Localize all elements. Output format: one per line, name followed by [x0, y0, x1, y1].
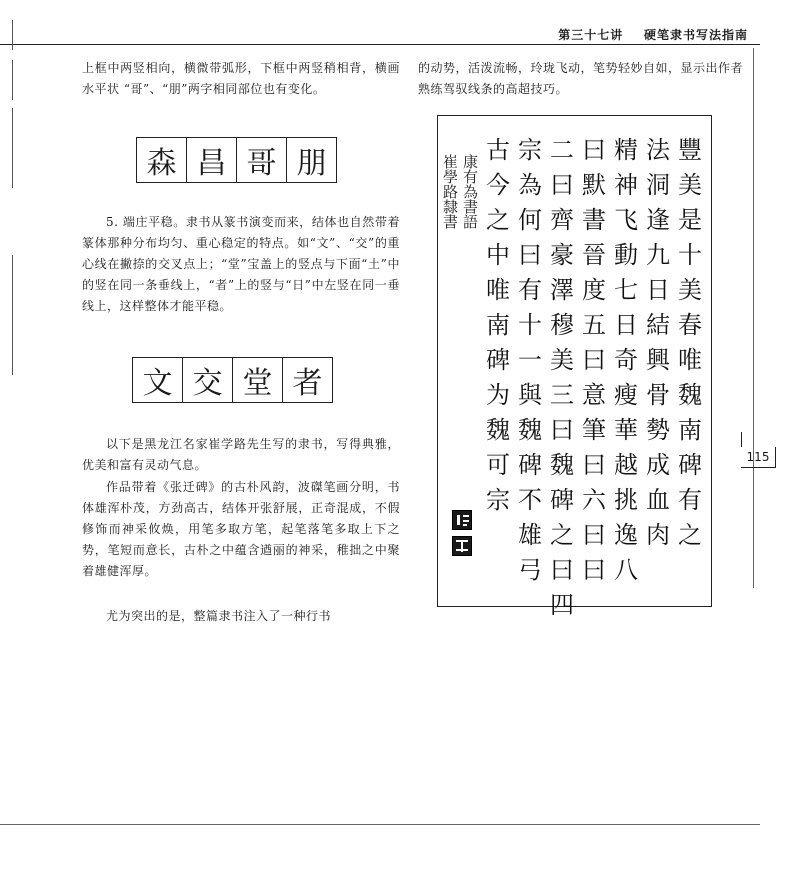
calligraphy-char [482, 550, 514, 585]
calligraphy-char: 可 [486, 451, 510, 479]
para-last-text: 尤为突出的是，整篇隶书注入了一种行书 [106, 609, 332, 623]
calligraphy-char: 碑 [486, 346, 510, 374]
header-rule [0, 44, 760, 45]
running-header [558, 26, 748, 43]
seal-stamp-2 [452, 536, 472, 556]
inscription-line-1: 康有為書語 [461, 154, 479, 229]
calligraphy-char: 十 [678, 241, 702, 269]
calligraphy-char: 宗 [518, 136, 542, 164]
box1-char-1: 森 [137, 138, 187, 182]
page-edge-left-bottom [12, 255, 13, 375]
calligraphy-char: 曰 [582, 556, 606, 584]
para-5 [82, 212, 400, 317]
calligraphy-char: 八 [614, 556, 638, 584]
calligraphy-char: 逸 [614, 521, 638, 549]
calligraphy-char: 七 [614, 276, 638, 304]
calligraphy-char: 法 [646, 136, 670, 164]
calligraphy-grid [482, 130, 706, 619]
calligraphy-char: 不 [518, 486, 542, 514]
page-edge-left-lower [12, 108, 13, 188]
calligraphy-char: 魏 [550, 451, 574, 479]
calligraphy-char [514, 585, 546, 620]
para-work [82, 477, 400, 582]
calligraphy-char: 度 [582, 276, 606, 304]
calligraphy-char: 豐 [678, 136, 702, 164]
page-number-tick [741, 432, 742, 447]
calligraphy-char: 魏 [678, 381, 702, 409]
calligraphy-char: 曰 [550, 171, 574, 199]
calligraphy-char: 骨 [646, 381, 670, 409]
calligraphy-artwork [437, 115, 712, 619]
calligraphy-char: 美 [678, 171, 702, 199]
calligraphy-char: 澤 [550, 276, 574, 304]
calligraphy-char: 書 [582, 206, 606, 234]
calligraphy-char: 挑 [614, 486, 638, 514]
seal-stamp-1 [452, 510, 472, 530]
calligraphy-char: 宗 [486, 486, 510, 514]
calligraphy-char: 十 [518, 311, 542, 339]
header-title: 硬笔隶书写法指南 [643, 28, 748, 42]
calligraphy-char: 一 [518, 346, 542, 374]
calligraphy-char: 肉 [646, 521, 670, 549]
page-number: 115 [741, 447, 776, 468]
page-edge-left-top [12, 20, 13, 50]
box1-char-4: 朋 [296, 146, 327, 181]
calligraphy-char [482, 585, 514, 620]
box2-char-1: 文 [133, 358, 183, 402]
box1-char-3: 哥 [237, 138, 287, 182]
para-top-text: 上框中两竖相向，横微带弧形，下框中两竖稍相背，横画水平状 “哥”、“朋”两字相同部位也有变化。 [82, 61, 400, 96]
calligraphy-char: 動 [614, 241, 638, 269]
calligraphy-char: 是 [678, 206, 702, 234]
calligraphy-char: 晉 [582, 241, 606, 269]
calligraphy-char: 日 [646, 276, 670, 304]
calligraphy-char: 碑 [518, 451, 542, 479]
footer-rule [0, 824, 760, 825]
char-box-2 [132, 357, 333, 403]
calligraphy-char: 成 [646, 451, 670, 479]
calligraphy-char: 有 [518, 276, 542, 304]
calligraphy-char: 默 [582, 171, 606, 199]
calligraphy-char: 唯 [486, 276, 510, 304]
calligraphy-char [610, 585, 642, 620]
header-chapter: 第三十七讲 [558, 28, 624, 42]
calligraphy-char [642, 585, 674, 620]
calligraphy-char: 美 [550, 346, 574, 374]
calligraphy-char: 四 [550, 591, 574, 619]
calligraphy-char: 五 [582, 311, 606, 339]
calligraphy-char: 碑 [550, 486, 574, 514]
calligraphy-inscription [441, 154, 480, 229]
calligraphy-char: 曰 [550, 416, 574, 444]
calligraphy-char: 齊 [550, 206, 574, 234]
calligraphy-char: 二 [550, 136, 574, 164]
para-top [82, 58, 400, 100]
page-edge-left-mid [12, 60, 13, 100]
calligraphy-char [674, 585, 706, 620]
box2-char-3: 堂 [233, 358, 283, 402]
box1-char-2: 昌 [187, 138, 237, 182]
box2-char-2: 交 [183, 358, 233, 402]
calligraphy-char [578, 585, 610, 620]
page-edge-right [753, 48, 754, 588]
calligraphy-char: 奇 [614, 346, 638, 374]
calligraphy-char: 血 [646, 486, 670, 514]
char-box-1 [136, 137, 337, 183]
calligraphy-char: 曰 [518, 241, 542, 269]
calligraphy-char: 華 [614, 416, 638, 444]
calligraphy-char: 精 [614, 136, 638, 164]
para-work-text: 作品带着《张迁碑》的古朴风韵，波磔笔画分明，书体雄浑朴茂，方劲高古，结体开张舒展，正奇混成，不假修饰而神采攸焕，用笔多取方笔，起笔落笔多取上下之势，笔短而意长，古朴之中蕴含遒丽的神采，稚拙之中聚着雄健浑厚。 [82, 480, 400, 578]
para-last [82, 606, 400, 627]
calligraphy-char: 為 [518, 171, 542, 199]
calligraphy-char: 弓 [518, 556, 542, 584]
calligraphy-char: 六 [582, 486, 606, 514]
calligraphy-char: 洞 [646, 171, 670, 199]
calligraphy-char: 碑 [678, 451, 702, 479]
calligraphy-char [674, 550, 706, 585]
calligraphy-char: 瘦 [614, 381, 638, 409]
calligraphy-char: 中 [486, 241, 510, 269]
calligraphy-char: 今 [486, 171, 510, 199]
calligraphy-char: 興 [646, 346, 670, 374]
calligraphy-char: 與 [518, 381, 542, 409]
calligraphy-char: 意 [582, 381, 606, 409]
calligraphy-char: 魏 [518, 416, 542, 444]
calligraphy-char: 筆 [582, 416, 606, 444]
inscription-line-2: 崔學路隸書 [441, 154, 459, 229]
calligraphy-char: 豪 [550, 241, 574, 269]
calligraphy-char: 美 [678, 276, 702, 304]
para-5-text: 5. 端庄平稳。隶书从篆书演变而来，结体也自然带着篆体那种分布均匀、重心稳定的特点。如“文”、“交”的重心线在撇捺的交叉点上；“堂”宝盖上的竖点与下面“土”中的竖在同一条垂线上，“者”上的竖与“日”中左竖在同一垂线上，这样整体才能平稳。 [82, 215, 400, 313]
calligraphy-char: 神 [614, 171, 638, 199]
calligraphy-char: 曰 [582, 451, 606, 479]
calligraphy-char: 勢 [646, 416, 670, 444]
calligraphy-char: 穆 [550, 311, 574, 339]
calligraphy-char: 曰 [550, 556, 574, 584]
calligraphy-char [642, 550, 674, 585]
calligraphy-char: 曰 [582, 521, 606, 549]
para-intro-text: 以下是黑龙江名家崔学路先生写的隶书，写得典雅，优美和富有灵动气息。 [82, 437, 400, 472]
calligraphy-char [482, 515, 514, 550]
calligraphy-char: 九 [646, 241, 670, 269]
para-intro [82, 434, 400, 476]
calligraphy-char: 越 [614, 451, 638, 479]
para-continued-text: 的动势，活泼流畅，玲珑飞动，笔势轻妙自如，显示出作者熟练驾驭线条的高超技巧。 [418, 61, 744, 96]
calligraphy-char: 何 [518, 206, 542, 234]
calligraphy-char: 曰 [582, 136, 606, 164]
calligraphy-char: 唯 [678, 346, 702, 374]
calligraphy-char: 古 [486, 136, 510, 164]
calligraphy-char: 飞 [614, 206, 638, 234]
calligraphy-char: 魏 [486, 416, 510, 444]
calligraphy-char: 有 [678, 486, 702, 514]
calligraphy-char: 曰 [582, 346, 606, 374]
calligraphy-char: 之 [486, 206, 510, 234]
box2-char-4: 者 [292, 366, 323, 401]
calligraphy-char: 結 [646, 311, 670, 339]
calligraphy-char: 南 [678, 416, 702, 444]
para-continued [418, 58, 753, 100]
calligraphy-char: 之 [550, 521, 574, 549]
calligraphy-char: 南 [486, 311, 510, 339]
calligraphy-char: 日 [614, 311, 638, 339]
calligraphy-char: 雄 [518, 521, 542, 549]
calligraphy-char: 为 [486, 381, 510, 409]
calligraphy-char: 春 [678, 311, 702, 339]
calligraphy-char: 之 [678, 521, 702, 549]
calligraphy-char: 三 [550, 381, 574, 409]
calligraphy-char: 逢 [646, 206, 670, 234]
